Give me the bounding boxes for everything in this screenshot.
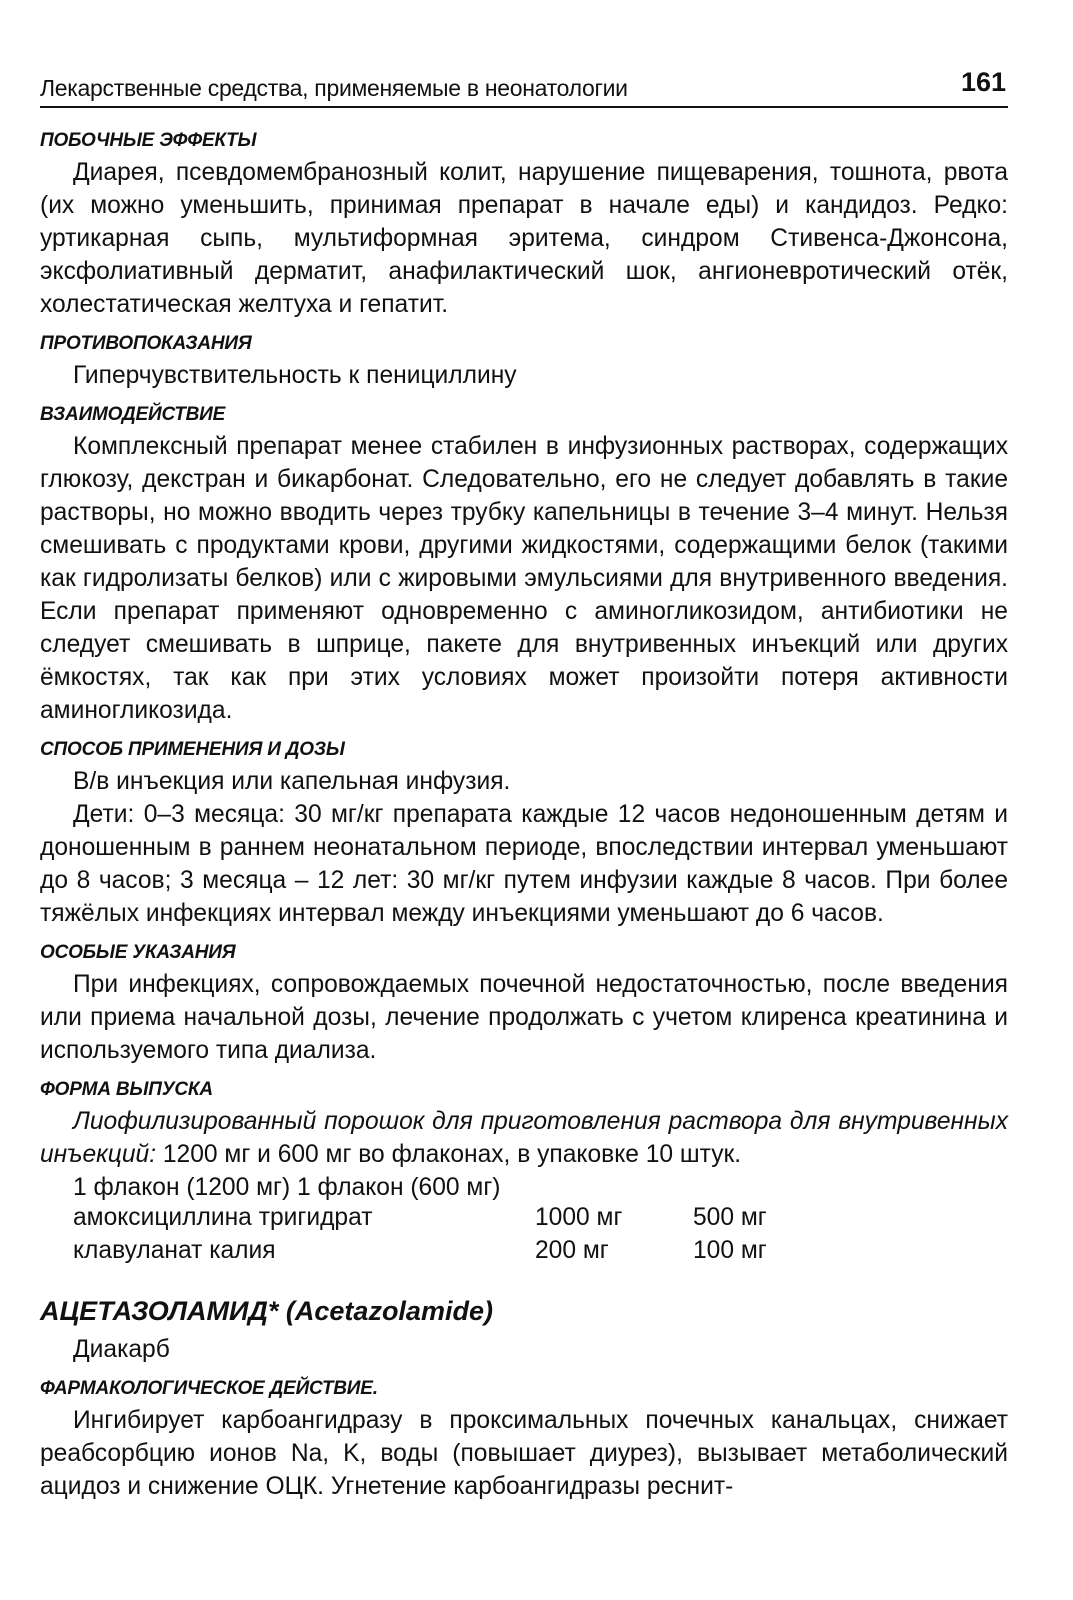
release-form-text (40, 1105, 1008, 1171)
release-form-rest: 1200 мг и 600 мг во флаконах, в упаковке 10 штук. (156, 1141, 742, 1168)
release-form-heading: ФОРМА ВЫПУСКА (40, 1079, 213, 1100)
dosage-children: Дети: 0–3 месяца: 30 мг/кг препарата каждые 12 часов недоношенным детям и доношенным в раннем неонатальном периоде, впоследствии интервал уменьшают до 8 часов; 3 месяца – 12 лет: 30 мг/кг путем инфузии каждые 8 часов. При более тяжёлых инфекциях интервал между инъекциями уменьшают до 6 часов. (40, 801, 1008, 927)
interactions-heading: ВЗАИМОДЕЙСТВИЕ (40, 404, 226, 425)
running-header (40, 62, 1008, 108)
contraindications-text: Гиперчувствительность к пенициллину (73, 362, 517, 389)
ingredient-name: клавуланат калия (73, 1237, 276, 1264)
pharm-action-text: Ингибирует карбоангидразу в проксимальных почечных канальцах, снижает реабсорбцию ионов Na, K, воды (повышает диурез), вызывает метаболический ацидоз и снижение ОЦК. Угнетение карбоангидразы реснит- (40, 1407, 1008, 1500)
dose-1200: 200 мг (535, 1237, 609, 1264)
drug-title: АЦЕТАЗОЛАМИД* (Acetazolamide) (40, 1296, 493, 1326)
side-effects-heading: ПОБОЧНЫЕ ЭФФЕКТЫ (40, 130, 257, 151)
dosage-heading: СПОСОБ ПРИМЕНЕНИЯ И ДОЗЫ (40, 739, 345, 760)
special-notes-heading: ОСОБЫЕ УКАЗАНИЯ (40, 942, 236, 963)
special-notes-text: При инфекциях, сопровождаемых почечной недостаточностью, после введения или приема начальной дозы, лечение продолжать с учетом клиренса креатинина и используемого типа диализа. (40, 971, 1008, 1064)
table-row (73, 1237, 767, 1270)
dose-1200: 1000 мг (535, 1204, 623, 1231)
composition-header: 1 флакон (1200 мг) 1 флакон (600 мг) (73, 1174, 501, 1201)
dosage-route: В/в инъекция или капельная инфузия. (73, 768, 511, 795)
document-page (40, 62, 1008, 1503)
dose-600: 100 мг (693, 1237, 767, 1264)
page-number: 161 (960, 67, 1006, 97)
contraindications-heading: ПРОТИВОПОКАЗАНИЯ (40, 333, 252, 354)
running-title: Лекарственные средства, применяемые в неонатологии (40, 75, 628, 101)
release-form-italic: Лиофилизированный порошок для приготовления раствора для внутривенных инъекций: (40, 1108, 1008, 1168)
interactions-text: Комплексный препарат менее стабилен в инфузионных растворах, содержащих глюкозу, декстран и бикарбонат. Следовательно, его не следует добавлять в такие растворы, но можно вводить через трубку капельницы в течение 3–4 минут. Нельзя смешивать с продуктами крови, другими жидкостями, содержащими белок (такими как гидролизаты белков) или с жировыми эмульсиями для внутривенного введения. Если препарат применяют одновременно с аминогликозидом, антибиотики не следует смешивать в шприце, пакете для внутривенных инъекций или других ёмкостях, так как при этих условиях может произойти потеря активности аминогликозида. (40, 433, 1008, 724)
side-effects-text: Диарея, псевдомембранозный колит, нарушение пищеварения, тошнота, рвота (их можно уменьшить, принимая препарат в начале еды) и кандидоз. Редко: уртикарная сыпь, мультиформная эритема, синдром Стивенса-Джонсона, эксфолиативный дерматит, анафилактический шок, ангионевротический отёк, холестатическая желтуха и гепатит. (40, 159, 1008, 318)
ingredient-name: амоксициллина тригидрат (73, 1204, 373, 1231)
composition-table (73, 1204, 767, 1270)
dose-600: 500 мг (693, 1204, 767, 1231)
trade-name: Диакарб (73, 1336, 170, 1363)
pharm-action-heading: ФАРМАКОЛОГИЧЕСКОЕ ДЕЙСТВИЕ. (40, 1378, 378, 1399)
table-row (73, 1204, 767, 1237)
